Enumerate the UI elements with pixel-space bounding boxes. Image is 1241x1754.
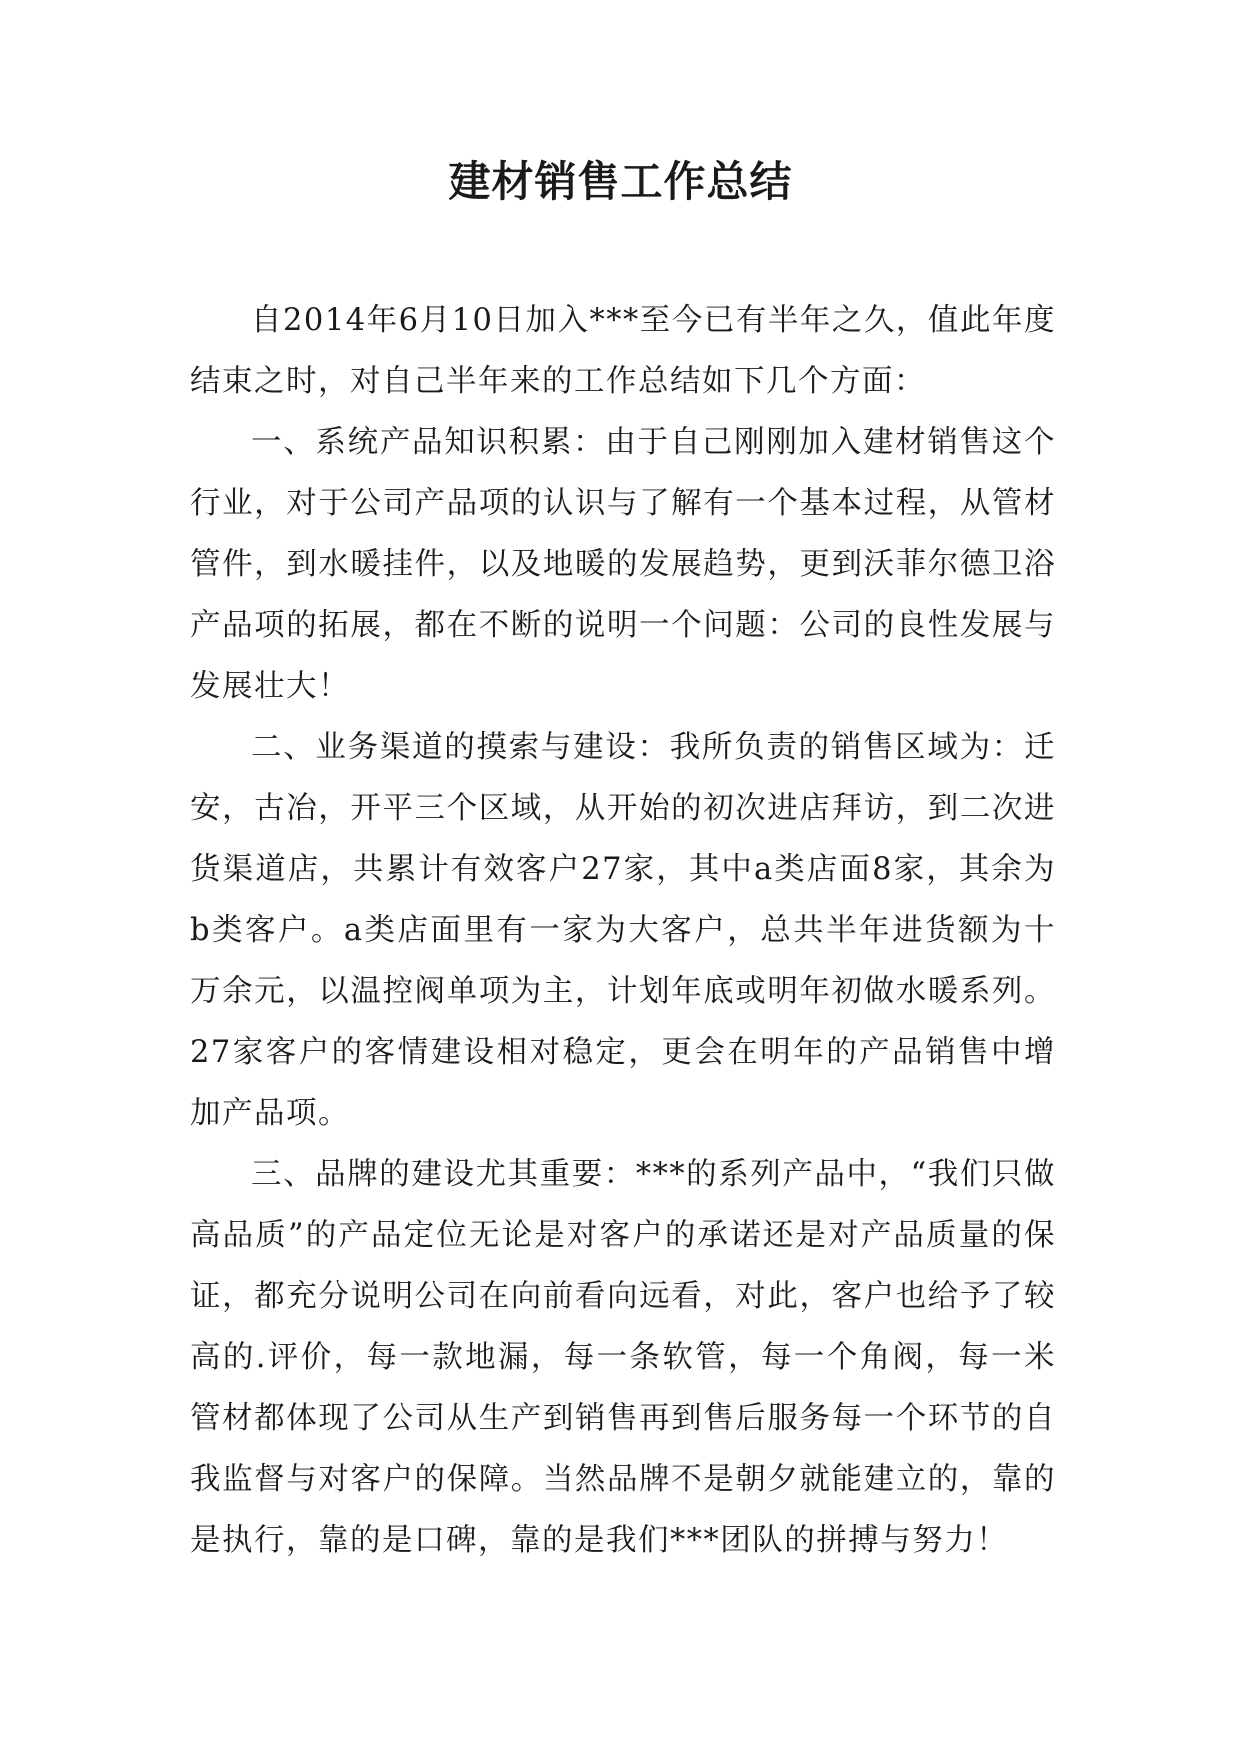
paragraph-section-3: 三、品牌的建设尤其重要：***的系列产品中，“我们只做高品质”的产品定位无论是对客户的承诺还是对产品质量的保证，都充分说明公司在向前看向远看，对此，客户也给予了较高的.评价，每一款地漏，每一条软管，每一个角阀，每一米管材都体现了公司从生产到销售再到售后服务每一个环节的自我监督与对客户的保障。当然品牌不是朝夕就能建立的，靠的是执行，靠的是口碑，靠的是我们***团队的拼搏与努力！ <box>190 1157 1056 1558</box>
paragraph-section-1: 一、系统产品知识积累：由于自己刚刚加入建材销售这个行业，对于公司产品项的认识与了解有一个基本过程，从管材管件，到水暖挂件，以及地暖的发展趋势，更到沃菲尔德卫浴产品项的拓展，都在不断的说明一个问题：公司的良性发展与发展壮大！ <box>190 425 1056 704</box>
document-title: 建材销售工作总结 <box>448 157 793 206</box>
paragraph-intro: 自2014年6月10日加入***至今已有半年之久，值此年度结束之时，对自己半年来的工作总结如下几个方面： <box>190 303 1056 399</box>
document-body <box>190 290 1056 1571</box>
paragraph-section-2: 二、业务渠道的摸索与建设：我所负责的销售区域为：迁安，古冶，开平三个区域，从开始的初次进店拜访，到二次进货渠道店，共累计有效客户27家，其中a类店面8家，其余为b类客户。a类店面里有一家为大客户，总共半年进货额为十万余元，以温控阀单项为主，计划年底或明年初做水暖系列。27家客户的客情建设相对稳定，更会在明年的产品销售中增加产品项。 <box>190 730 1056 1131</box>
